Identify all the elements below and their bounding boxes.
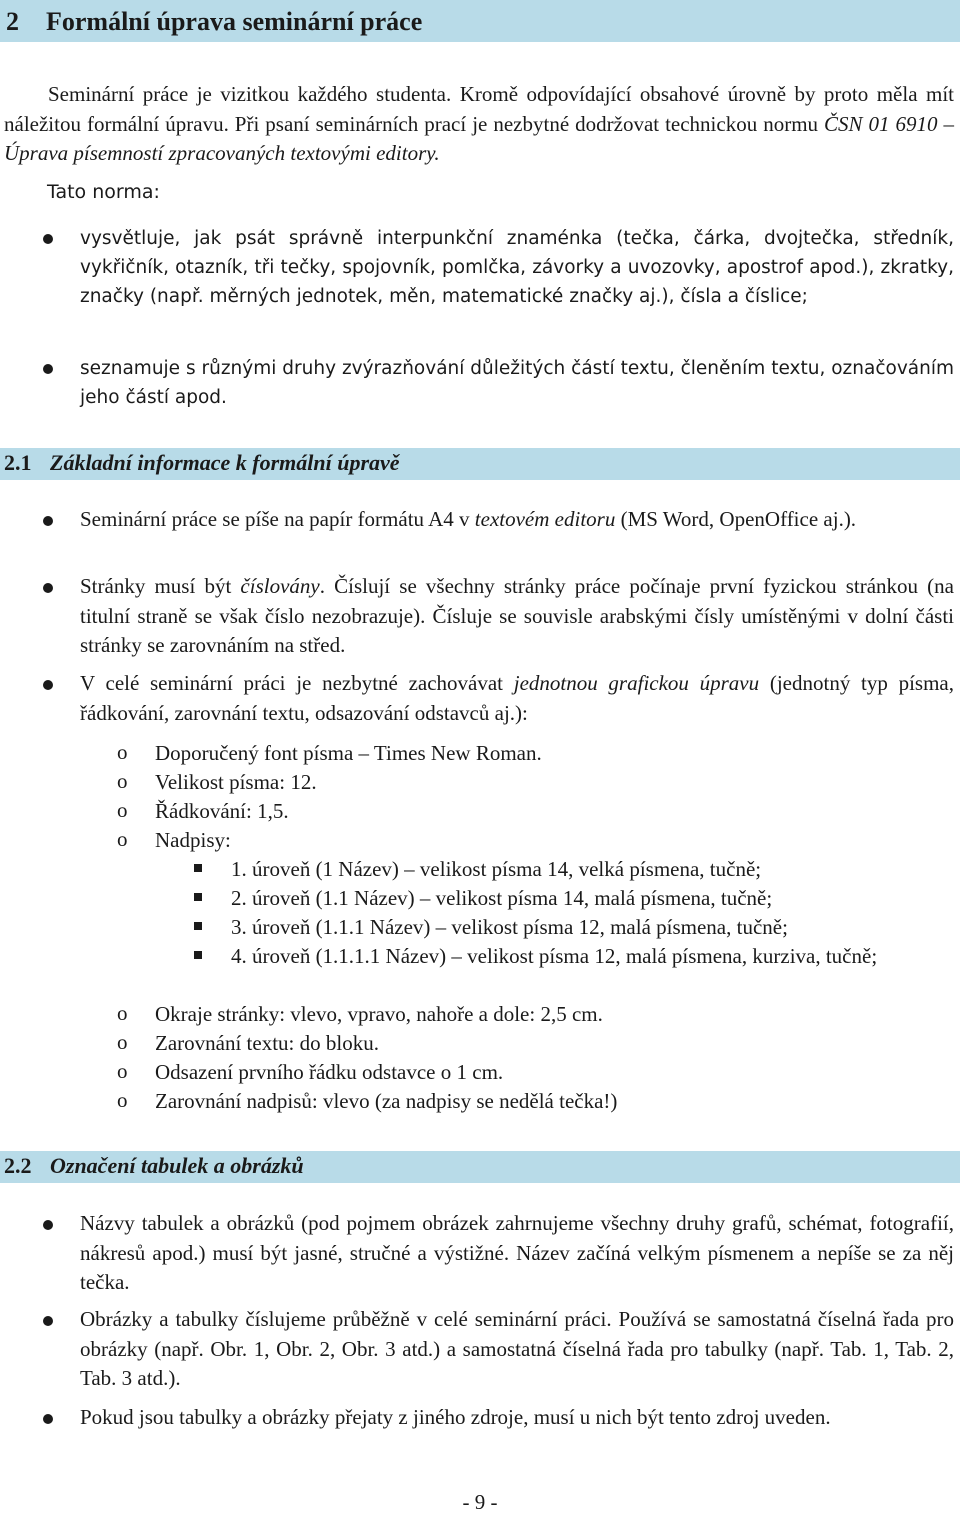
circle-bullet-icon: o <box>117 740 128 764</box>
format-bullet-1-text: Seminární práce se píše na papír formátu A4 v <box>80 507 475 531</box>
bullet-dot-icon <box>43 1316 53 1326</box>
tables-bullet-2: Obrázky a tabulky číslujeme průběžně v celé seminární práci. Používá se samostatná číselná řada pro obrázky (např. Obr. 1, Obr. 2, Obr. 3 atd.) a samostatná číselná řada pro tabulky (např. Tab. 1, Tab. 2, Tab. 3 atd.). <box>80 1307 954 1390</box>
section-title: Základní informace k formální úpravě <box>50 450 400 475</box>
format-bullet-2-emphasis: číslovány <box>240 574 320 598</box>
bullet-dot-icon <box>43 234 53 244</box>
section-heading-2-2 <box>0 1151 960 1183</box>
heading-level-3: 3. úroveň (1.1.1 Název) – velikost písma 12, malá písmena, tučně; <box>231 915 788 939</box>
circle-bullet-icon: o <box>117 1030 128 1054</box>
format-bullet-2-text: Stránky musí být <box>80 574 241 598</box>
sub-item-alignment: Zarovnání textu: do bloku. <box>155 1031 379 1055</box>
section-number: 2.2 <box>4 1153 32 1178</box>
section-title: Označení tabulek a obrázků <box>50 1153 304 1178</box>
intro-text: Seminární práce je vizitkou každého studenta. Kromě odpovídající obsahové úrovně by proto měla mít náležitou formální úpravu. Při psaní seminárních prací je nezbytné dodržovat technickou normu <box>4 82 954 136</box>
tables-bullet-1: Názvy tabulek a obrázků (pod pojmem obrázek zahrnujeme všechny druhy grafů, schémat, fotografií, nákresů apod.) musí být jasné, stručné a výstižné. Název začíná velkým písmenem a nepíše se za něj tečka. <box>80 1211 954 1294</box>
norm-title: ČSN 01 6910 – Úprava písemností zpracovaných textovými editory. <box>4 111 955 165</box>
tables-bullet-3: Pokud jsou tabulky a obrázky přejaty z jiného zdroje, musí u nich být tento zdroj uveden. <box>80 1405 831 1429</box>
section-number: 2.1 <box>4 450 32 475</box>
square-bullet-icon <box>194 893 202 901</box>
norm-bullet-2: seznamuje s různými druhy zvýrazňování důležitých částí textu, členěním textu, označováním jeho částí apod. <box>80 358 954 408</box>
bullet-dot-icon <box>43 516 53 526</box>
heading-level-4: 4. úroveň (1.1.1.1 Název) – velikost písma 12, malá písmena, kurziva, tučně; <box>231 944 878 968</box>
bullet-dot-icon <box>43 583 53 593</box>
sub-item-size: Velikost písma: 12. <box>155 770 317 794</box>
norm-lead-in: Tato norma: <box>47 181 160 203</box>
sub-item-indent: Odsazení prvního řádku odstavce o 1 cm. <box>155 1060 504 1084</box>
sub-item-margins: Okraje stránky: vlevo, vpravo, nahoře a dole: 2,5 cm. <box>155 1002 603 1026</box>
bullet-dot-icon <box>43 1414 53 1424</box>
format-bullet-3-text: V celé seminární práci je nezbytné zachovávat <box>80 671 514 695</box>
format-bullet-2 <box>80 572 954 661</box>
square-bullet-icon <box>194 951 202 959</box>
bullet-dot-icon <box>43 1220 53 1230</box>
chapter-heading <box>0 0 960 42</box>
heading-level-2: 2. úroveň (1.1 Název) – velikost písma 14, malá písmena, tučně; <box>231 886 773 910</box>
chapter-title: Formální úprava seminární práce <box>46 7 423 36</box>
page-number: - 9 - <box>462 1490 498 1514</box>
format-bullet-1 <box>80 505 954 535</box>
chapter-number: 2 <box>6 7 19 36</box>
sub-item-font: Doporučený font písma – Times New Roman. <box>155 741 542 765</box>
format-bullet-3-emphasis: jednotnou grafickou úpravu <box>513 671 760 695</box>
format-bullet-3-text-end: (jednotný typ písma, řádkování, zarovnání textu, odsazování odstavců aj.): <box>80 671 954 725</box>
bullet-dot-icon <box>43 680 53 690</box>
circle-bullet-icon: o <box>117 1088 128 1112</box>
heading-level-1: 1. úroveň (1 Název) – velikost písma 14, velká písmena, tučně; <box>231 857 762 881</box>
format-bullet-1-text-end: (MS Word, OpenOffice aj.). <box>615 507 857 531</box>
sub-item-headings: Nadpisy: <box>155 828 231 852</box>
circle-bullet-icon: o <box>117 1059 128 1083</box>
intro-paragraph <box>4 80 954 169</box>
circle-bullet-icon: o <box>117 1001 128 1025</box>
square-bullet-icon <box>194 922 202 930</box>
format-bullet-2-text-end: . Číslují se všechny stránky práce počínaje první fyzickou stránkou (na titulní straně se však číslo nezobrazuje). Čísluje se souvisle arabskými čísly umístěnými v dolní části stránky se zarovnáním na střed. <box>80 574 954 657</box>
norm-bullet-1: vysvětluje, jak psát správně interpunkční znaménka (tečka, čárka, dvojtečka, středník, vykřičník, otazník, tři tečky, spojovník, pomlčka, závorky a uvozovky, apostrof apod.), zkratky, značky (např. měrných jednotek, měn, matematické značky aj.), čísla a číslice; <box>80 228 954 307</box>
format-bullet-1-emphasis: textovém editoru <box>474 507 616 531</box>
circle-bullet-icon: o <box>117 827 128 851</box>
section-heading-2-1 <box>0 448 960 480</box>
square-bullet-icon <box>194 864 202 872</box>
sub-item-heading-alignment: Zarovnání nadpisů: vlevo (za nadpisy se nedělá tečka!) <box>155 1089 618 1113</box>
circle-bullet-icon: o <box>117 769 128 793</box>
circle-bullet-icon: o <box>117 798 128 822</box>
format-bullet-3 <box>80 669 954 728</box>
bullet-dot-icon <box>43 364 53 374</box>
sub-item-spacing: Řádkování: 1,5. <box>155 799 289 823</box>
